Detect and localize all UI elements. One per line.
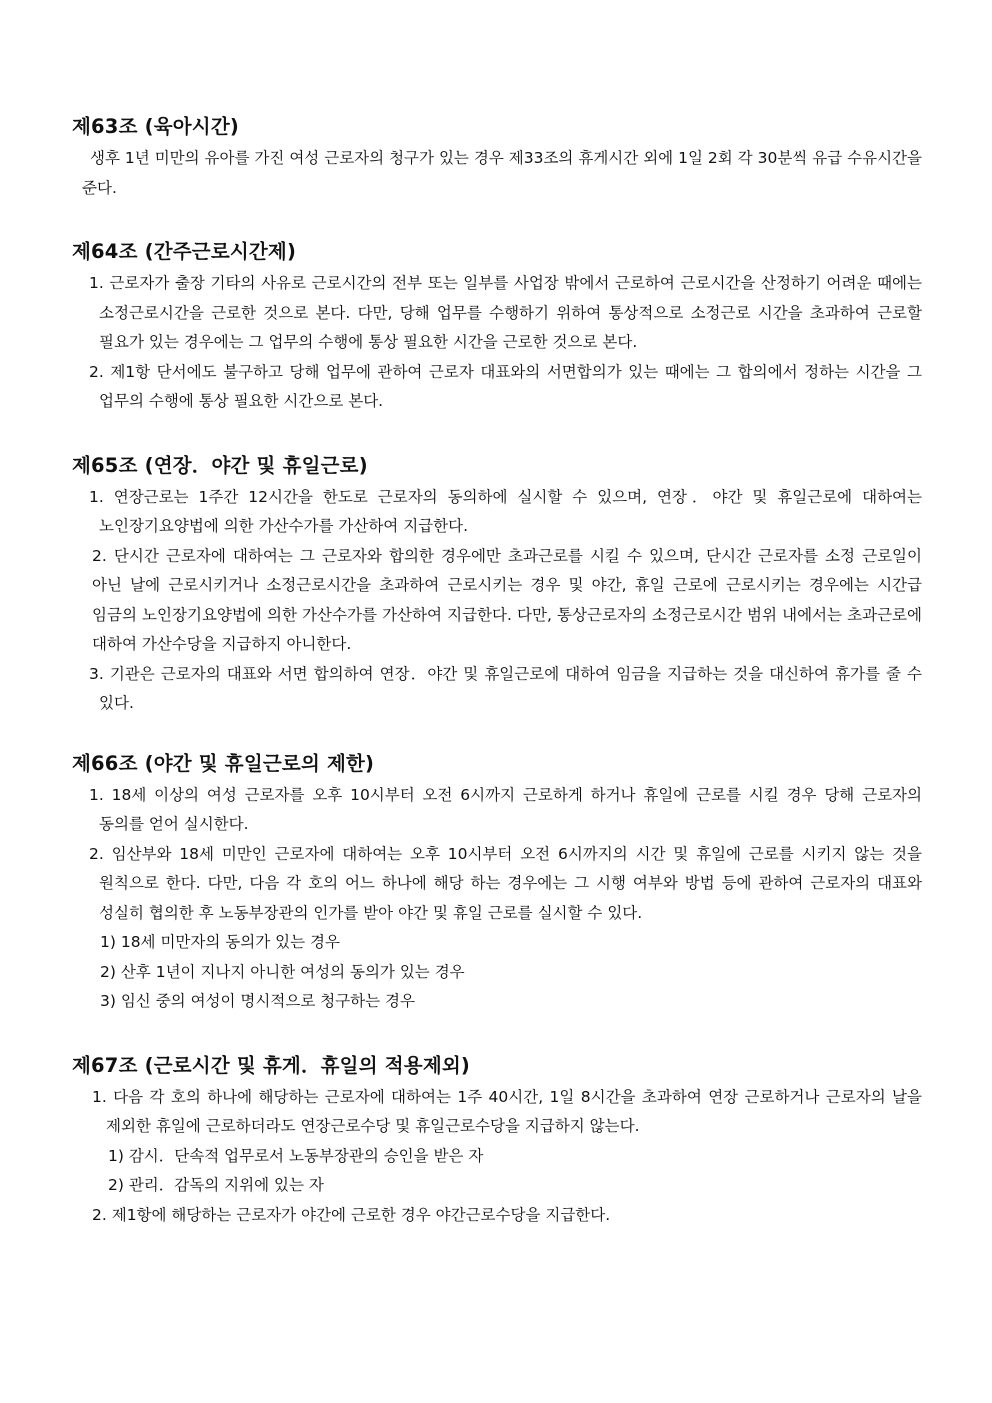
article-67 [72,1051,922,1231]
article-item: 2. 임산부와 18세 미만인 근로자에 대하여는 오후 10시부터 오전 6시까지의 시간 및 휴일에 근로를 시키지 않는 것을 원칙으로 한다. 다만, 다음 각 호의 어느 하나에 해당 하는 경우에는 그 시행 여부와 방법 등에 관하여 근로자의 대표와 성실히 협의한 후 노동부장관의 인가를 받아 야간 및 휴일 근로를 실시할 수 있다. [89,844,922,922]
document-page [72,112,922,1256]
article-item: 2. 단시간 근로자에 대하여는 그 근로자와 합의한 경우에만 초과근로를 시킬 수 있으며, 단시간 근로자를 소정 근로일이 아닌 날에 근로시키거나 소정근로시간을 초과하여 근로시키는 경우 및 야간, 휴일 근로에 근로시키는 경우에는 시간급 임금의 노인장기요양법에 의한 가산수가를 가산하여 지급한다. 다만, 통상근로자의 소정근로시간 범위 내에서는 초과근로에 대하여 가산수당을 지급하지 아니한다. [92,546,922,653]
article-subitem: 2) 관리．감독의 지위에 있는 자 [108,1176,324,1194]
article-subitem: 1) 감시．단속적 업무로서 노동부장관의 승인을 받은 자 [108,1146,484,1165]
article-title: 제66조 (야간 및 휴일근로의 제한) [72,751,375,775]
article-title: 제63조 (육아시간) [72,115,239,138]
article-item: 1. 다음 각 호의 하나에 해당하는 근로자에 대하여는 1주 40시간, 1일 8시간을 초과하여 연장 근로하거나 근로자의 날을 제외한 휴일에 근로하더라도 연장근로수당 및 휴일근로수당을 지급하지 않는다. [92,1087,922,1135]
article-64 [72,237,922,417]
article-title: 제65조 (연장．야간 및 휴일근로) [72,453,368,477]
article-63 [72,112,922,203]
article-subitem: 2) 산후 1년이 지나지 아니한 여성의 동의가 있는 경우 [100,962,465,981]
article-title: 제67조 (근로시간 및 휴게．휴일의 적용제외) [72,1053,471,1077]
article-item: 2. 제1항에 해당하는 근로자가 야간에 근로한 경우 야간근로수당을 지급한다. [92,1205,611,1224]
article-item: 3. 기관은 근로자의 대표와 서면 합의하여 연장．야간 및 휴일근로에 대하여 임금을 지급하는 것을 대신하여 휴가를 줄 수 있다. [89,664,922,712]
article-paragraph: 생후 1년 미만의 유아를 가진 여성 근로자의 청구가 있는 경우 제33조의 휴게시간 외에 1일 2회 각 30분씩 유급 수유시간을 준다. [82,149,922,197]
article-item: 1. 근로자가 출장 기타의 사유로 근로시간의 전부 또는 일부를 사업장 밖에서 근로하여 근로시간을 산정하기 어려운 때에는 소정근로시간을 근로한 것으로 본다. 다만, 당해 업무를 수행하기 위하여 통상적으로 소정근로 시간을 초과하여 근로할 필요가 있는 경우에는 그 업무의 수행에 통상 필요한 시간을 근로한 것으로 본다. [89,274,922,351]
article-65 [72,451,922,719]
article-subitem: 3) 임신 중의 여성이 명시적으로 청구하는 경우 [100,992,415,1010]
article-66 [72,749,922,1017]
article-subitem: 1) 18세 미만자의 동의가 있는 경우 [100,933,340,951]
article-item: 1. 연장근로는 1주간 12시간을 한도로 근로자의 동의하에 실시할 수 있으며, 연장．야간 및 휴일근로에 대하여는 노인장기요양법에 의한 가산수가를 가산하여 지급한다. [89,487,922,535]
article-title: 제64조 (간주근로시간제) [72,240,297,263]
article-item: 1. 18세 이상의 여성 근로자를 오후 10시부터 오전 6시까지 근로하게 하거나 휴일에 근로를 시킬 경우 당해 근로자의 동의를 얻어 실시한다. [89,785,922,833]
article-item: 2. 제1항 단서에도 불구하고 당해 업무에 관하여 근로자 대표와의 서면합의가 있는 때에는 그 합의에서 정하는 시간을 그 업무의 수행에 통상 필요한 시간으로 본다. [89,362,922,410]
